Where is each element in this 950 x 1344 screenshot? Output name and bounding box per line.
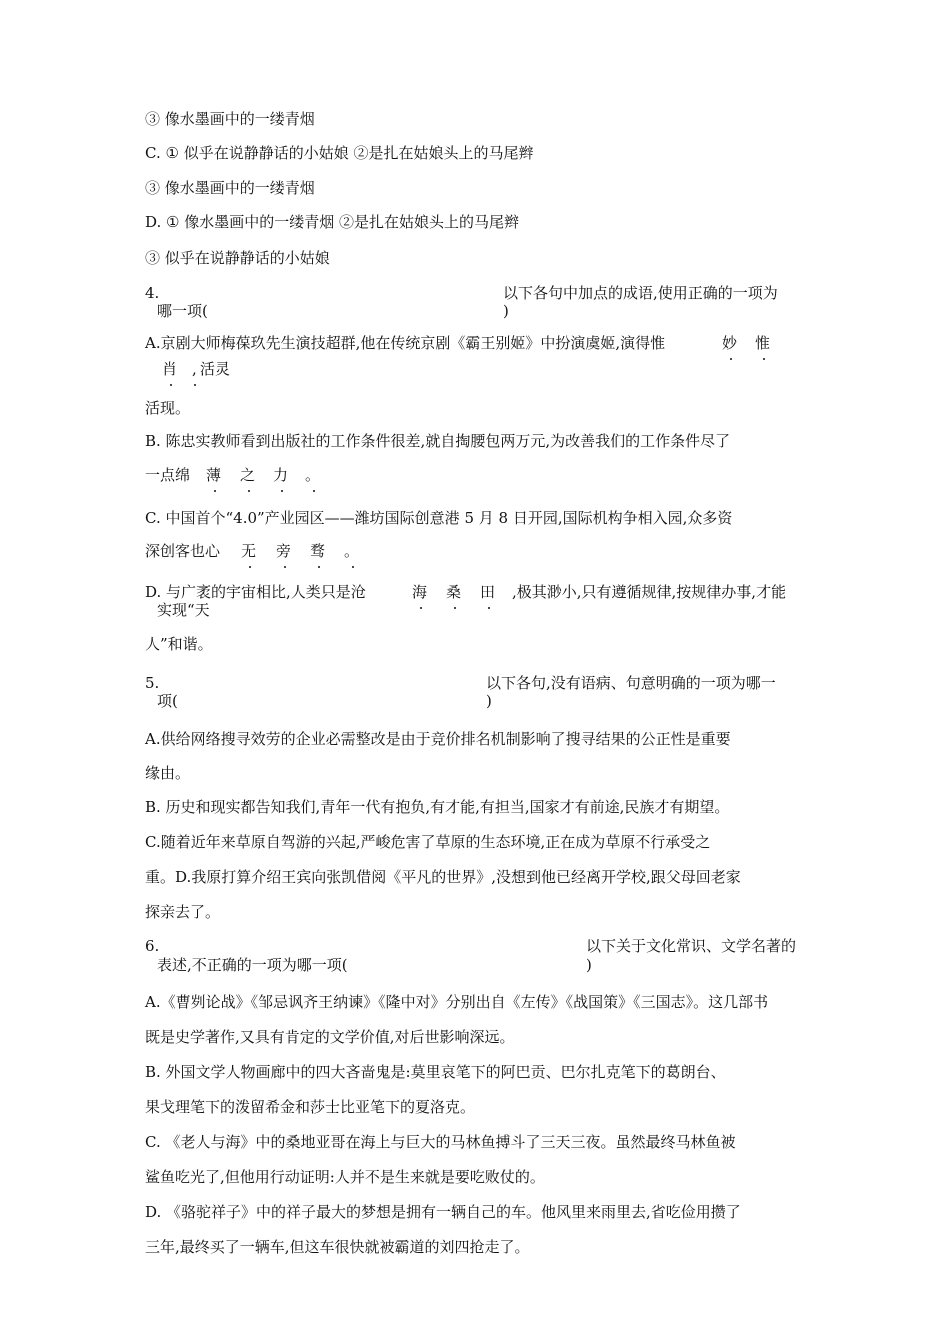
q4-stem-paren: ) [503,302,509,320]
q6-option-d-cont: 三年,最终买了一辆车,但这车很快就被霸道的刘四抢走了。 [145,1238,530,1256]
q4-c-dotted-char: 无 [241,542,257,560]
q5-option-c: C.随着近年来草原自驾游的兴起,严峻危害了草原的生态环境,正在成为草原不行承受之 [145,833,711,851]
q4-a-dotted-char: , [192,360,197,378]
q4-c-dotted-char: 旁 [276,542,292,560]
q4-stem-question: 哪一项( [157,302,208,320]
q6-option-a-cont: 既是史学著作,又具有肯定的文学价值,对后世影响深远。 [145,1028,515,1046]
q6-number: 6. [145,937,160,955]
q6-stem-question: 表述,不正确的一项为哪一项( [157,956,348,974]
q6-option-b-cont: 果戈理笔下的泼留希金和莎士比亚笔下的夏洛克。 [145,1098,476,1116]
q4-d-dotted-char: 桑 [446,583,462,601]
q6-option-a: A.《曹刿论战》《邹忌讽齐王纳谏》《隆中对》分别出自《左传》《战国策》《三国志》。这几部书 [145,993,769,1011]
q5-option-a-cont: 缘由。 [145,764,191,782]
q6-option-d: D. 《骆驼祥子》中的祥子最大的梦想是拥有一辆自己的车。他风里来雨里去,省吃俭用攒了 [145,1203,741,1221]
q6-stem-paren: ) [586,956,592,974]
q4-option-d-mid: ,极其渺小,只有遵循规律,按规律办事,才能 [512,583,787,601]
q4-number: 4. [145,284,160,302]
q3-option-d: D. ① 像水墨画中的一缕青烟 ②是扎在姑娘头上的马尾辫 [145,213,520,231]
q4-b-dotted-char: 力 [273,466,289,484]
q5-stem-paren: ) [486,692,492,710]
q6-option-b: B. 外国文学人物画廊中的四大吝啬鬼是:莫里哀笔下的阿巴贡、巴尔扎克笔下的葛朗台、 [145,1063,726,1081]
q3-option-c: C. ① 似乎在说静静话的小姑娘 ②是扎在姑娘头上的马尾辫 [145,144,534,162]
q5-option-a: A.供给网络搜寻效劳的企业必需整改是由于竞价排名机制影响了搜寻结果的公正性是重要 [145,730,731,748]
q4-option-a-cont: 活灵 [200,360,231,378]
q4-option-d-cont: 实现“天 [157,601,210,619]
q5-option-c-d: 重。D.我原打算介绍王宾向张凯借阅《平凡的世界》,没想到他已经离开学校,跟父母回老家 [145,868,741,886]
q4-option-a-end: 活现。 [145,399,191,417]
q4-a-dotted-char: 肖 [162,360,178,378]
q5-option-b: B. 历史和现实都告知我们,青年一代有抱负,有才能,有担当,国家才有前途,民族才有期望。 [145,798,730,816]
q5-stem-question: 项( [157,692,178,710]
q4-c-dotted-char: 。 [344,542,360,560]
q4-b-dotted-char: 。 [305,466,321,484]
q5-stem: 以下各句,没有语病、句意明确的一项为哪一 [486,674,776,692]
q5-option-d-cont: 探亲去了。 [145,903,221,921]
q3-option-b-item3: ③ 像水墨画中的一缕青烟 [145,110,315,128]
q3-option-c-item3: ③ 像水墨画中的一缕青烟 [145,179,315,197]
q4-d-dotted-char: 海 [412,583,428,601]
q4-a-dotted-char: 惟 [755,334,771,352]
q3-option-d-item3: ③ 似乎在说静静话的小姑娘 [145,249,330,267]
q4-b-dotted-char: 之 [240,466,256,484]
q4-option-c-cont: 深创客也心 [145,542,221,560]
q4-stem: 以下各句中加点的成语,使用正确的一项为 [503,284,778,302]
q6-option-c: C. 《老人与海》中的桑地亚哥在海上与巨大的马林鱼搏斗了三天三夜。虽然最终马林鱼被 [145,1133,736,1151]
q4-c-dotted-char: 骛 [310,542,326,560]
q4-option-a: A.京剧大师梅葆玖先生演技超群,他在传统京剧《霸王别姬》中扮演虞姬,演得惟 [145,334,666,352]
q5-number: 5. [145,674,160,692]
q6-stem: 以下关于文化常识、文学名著的 [586,937,797,955]
q4-option-b-cont: 一点绵 [145,466,191,484]
q4-option-b: B. 陈忠实教师看到出版社的工作条件很差,就自掏腰包两万元,为改善我们的工作条件尽了 [145,432,731,450]
q4-option-d-end: 人”和谐。 [145,635,213,653]
q4-a-dotted-char: 妙 [722,334,738,352]
q4-option-d: D. 与广袤的宇宙相比,人类只是沧 [145,583,366,601]
q4-b-dotted-char: 薄 [206,466,222,484]
q4-option-c: C. 中国首个“4.0”产业园区——潍坊国际创意港 5 月 8 日开园,国际机构争相入园,众多资 [145,509,733,527]
q4-d-dotted-char: 田 [480,583,496,601]
q6-option-c-cont: 鲨鱼吃光了,但他用行动证明:人并不是生来就是要吃败仗的。 [145,1168,545,1186]
